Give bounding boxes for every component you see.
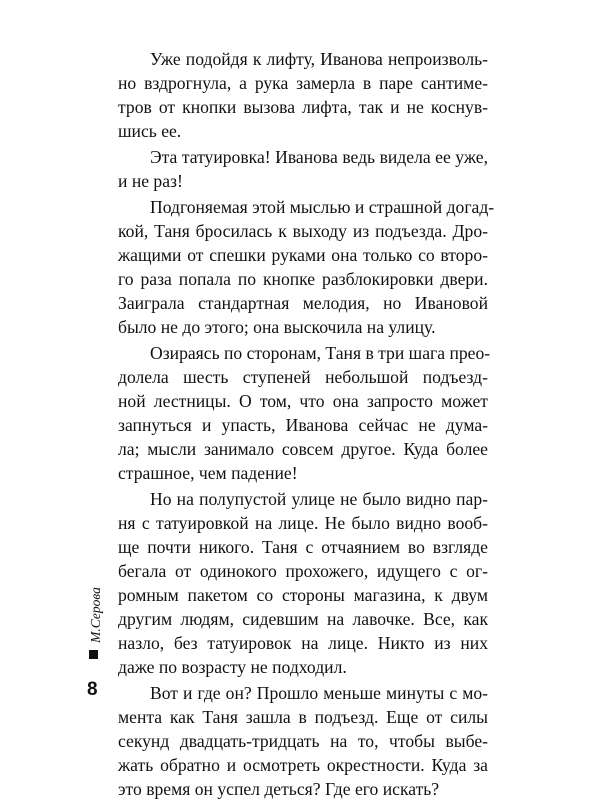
text-line: секунд двадцать-тридцать на то, чтобы выбе-: [118, 731, 488, 751]
paragraph-1: [118, 47, 488, 143]
text-line: и не раз!: [118, 171, 183, 191]
text-line: ромным пакетом со стороны магазина, к двум: [118, 585, 488, 605]
paragraph-4: [118, 341, 491, 485]
paragraph-5: [118, 487, 488, 679]
page-number: 8: [87, 679, 98, 700]
text-line: Уже подойдя к лифту, Иванова непроизволь-: [150, 49, 488, 69]
text-line: тров от кнопки вызова лифта, так и не коснув-: [118, 97, 488, 117]
text-line: Но на полупустой улице не было видно пар-: [150, 489, 488, 509]
running-head-author: М.Серова: [88, 587, 103, 643]
text-line: Эта татуировка! Иванова ведь видела ее уже,: [150, 147, 488, 167]
page-body-text: [118, 47, 495, 803]
text-line: жащими от спешки руками она только со второ-: [118, 245, 488, 265]
paragraph-6: [118, 681, 488, 801]
text-line: Подгоняемая этой мыслью и страшной догад-: [150, 197, 495, 217]
text-line: Заиграла стандартная мелодия, но Ивановой: [118, 293, 488, 313]
text-line: жать обратно и осмотреть окрестности. Куда за: [118, 755, 488, 775]
text-line: мента как Таня зашла в подъезд. Еще от силы: [118, 707, 488, 727]
text-line: другим людям, сидевшим на лавочке. Все, как: [118, 609, 488, 629]
text-line: долела шесть ступеней небольшой подъезд-: [118, 367, 488, 387]
text-line: но вздрогнула, а рука замерла в паре сантиме-: [118, 73, 488, 93]
paragraph-3: [118, 195, 495, 339]
text-line: назло, без татуировок на лице. Никто из них: [118, 633, 488, 653]
text-line: бегала от одинокого прохожего, идущего с ог-: [118, 561, 488, 581]
text-line: Озираясь по сторонам, Таня в три шага прео-: [150, 343, 491, 363]
running-head: [86, 588, 106, 648]
text-line: го раза попала по кнопке разблокировки двери.: [118, 269, 488, 289]
text-line: ной лестницы. О том, что она запросто может: [118, 391, 488, 411]
text-line: ня с татуировкой на лице. Не было видно вооб-: [118, 513, 488, 533]
paragraph-2: [118, 145, 488, 193]
text-line: это время он успел деться? Где его искать?: [118, 779, 440, 799]
text-line: даже по возрасту не подходил.: [118, 657, 347, 677]
text-line: Вот и где он? Прошло меньше минуты с мо-: [150, 683, 488, 703]
text-line: ла; мысли занимало совсем другое. Куда более: [118, 439, 488, 459]
text-line: ще почти никого. Таня с отчаянием во взгляде: [118, 537, 488, 557]
text-line: кой, Таня бросилась к выходу из подъезда. Дро-: [118, 221, 488, 241]
text-line: страшное, чем падение!: [118, 463, 298, 483]
square-marker-icon: [89, 650, 98, 659]
text-line: шись ее.: [118, 121, 182, 141]
text-line: было не до этого; она выскочила на улицу.: [118, 317, 436, 337]
text-line: запнуться и упасть, Иванова сейчас не дума-: [118, 415, 488, 435]
